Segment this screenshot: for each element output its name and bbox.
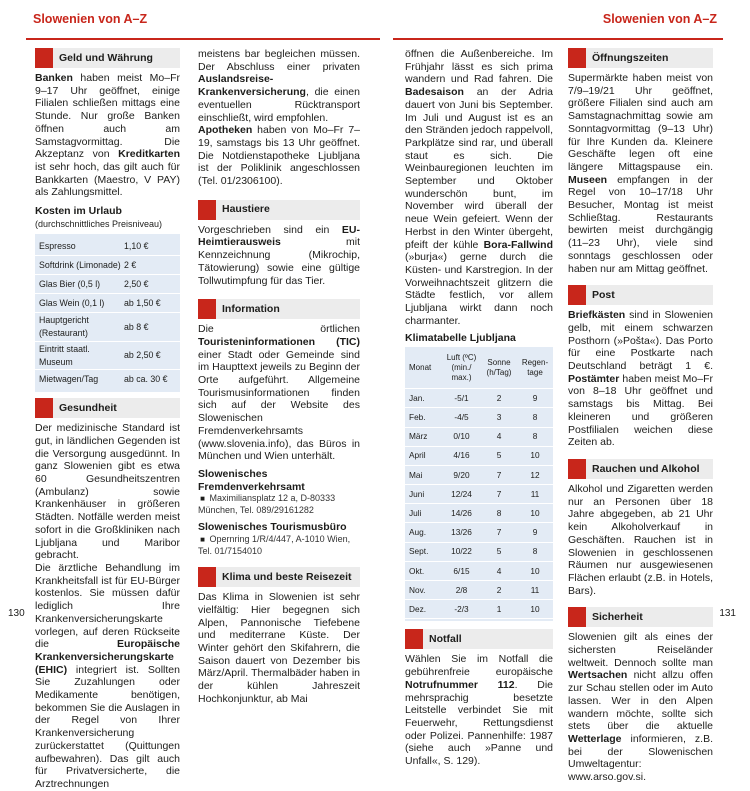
climate-row	[405, 600, 553, 619]
climate-cell: Aug.	[409, 527, 427, 538]
section-heading-information	[198, 299, 360, 319]
climate-cell: 11	[530, 584, 540, 595]
climate-row	[405, 408, 553, 427]
section-title: Sicherheit	[592, 610, 643, 623]
section-title: Notfall	[429, 633, 462, 646]
climate-cell: 8	[532, 431, 538, 442]
section-heading-oeffnungszeiten	[568, 48, 713, 68]
climate-cell: Nov.	[409, 584, 426, 595]
paragraph-information: Die örtlichen Touristeninformationen (TIC) einer Stadt oder Gemeinde sind im Haupttext jeweils zu Beginn der Orte aufgeführt. Allgemeine Tourismusinformationen finden sich auf der Website des Slowenischen Fremdenverkehrsamts (www.slovenia.info), das Büros in München und Wien unterhält.	[198, 323, 360, 463]
climate-row	[405, 523, 553, 542]
climate-row	[405, 447, 553, 466]
climate-cell: 10/22	[451, 546, 472, 557]
climate-cell: 12	[530, 469, 540, 480]
climate-cell: 9/20	[453, 469, 470, 480]
heading-marker	[405, 629, 423, 649]
page-number-right: 131	[719, 608, 736, 619]
office-munich-address: ■ Maximiliansplatz 12 a, D-80333 München, Tel. 089/29161282	[198, 493, 336, 515]
paragraph-gesundheit-2: Die ärztliche Behandlung im Krankheitsfall ist für EU-Bürger kostenlos. Sie müssen dafür lediglich Ihre Krankenversicherungskarte vorlegen, auf deren Rückseite die Europäische Krankenversicherungskarte (EHIC) integriert ist. Sollten Sie Zuzahlungen oder Medikamente benötigen, bekommen Sie die Auslagen in der Regel von Ihrer Krankenversicherung zurückerstattet (Quittungen aufbewahren). Das gilt auch für Privatversicherte, die Arztrechnungen	[35, 561, 180, 790]
climate-cell: 2/8	[455, 584, 468, 595]
climate-cell: Juli	[409, 508, 422, 519]
climate-cell: 1	[496, 603, 502, 614]
section-title: Rauchen und Alkohol	[592, 462, 700, 475]
paragraph-klima-cont: öffnen die Außenbereiche. Im Frühjahr lässt es sich prima wandern und Rad fahren. Die Badesaison an der Adria dauert von Juni bis September. Im Juli und August ist es an den Stränden jedoch rappelvoll, Parkplätze sind rar, und überall staut es sich. Die Weinbauregionen leuchten im September und Oktober wunderschön bunt, im November wird überall der neue Wein gefeiert. Wenn der Herbst in den Winter übergeht, pfeift der kühle Bora-Fallwind (»burja«) gerne durch die Küsten- und Karstregion. In der Vorweihnachtszeit glitzern die Städte festlich, vor allem Ljubljana wirkt dann noch charmanter.	[405, 48, 553, 327]
paragraph-rauchen: Alkohol und Zigaretten werden nur an Personen über 18 Jahre abgegeben, ab 21 Uhr kein Alkoholverkauf in Geschäften. Rauchen ist in Slowenien in geschlossenen Räumen nur ausgewiesenen Flächen erlaubt (z.B. in Hotels, Bars).	[568, 482, 713, 597]
heading-marker	[568, 48, 586, 68]
climate-cell: 14/26	[451, 508, 472, 519]
climate-cell: 0/10	[453, 431, 470, 442]
section-title: Gesundheit	[59, 401, 117, 414]
climate-cell: 8	[532, 546, 538, 557]
climate-cell: 10	[530, 508, 540, 519]
cost-table	[35, 234, 180, 392]
section-title: Haustiere	[222, 203, 270, 216]
climate-cell: Jan.	[409, 392, 425, 403]
cost-row: Eintritt staatl. Museum ab 2,50 €	[35, 342, 180, 370]
heading-marker	[198, 299, 216, 319]
climate-row	[405, 485, 553, 504]
climate-cell: Feb.	[409, 412, 426, 423]
heading-marker	[568, 459, 586, 479]
pin-icon: ■	[200, 494, 205, 504]
climate-cell: 12/24	[451, 488, 472, 499]
paragraph-sicherheit: Slowenien gilt als eines der sichersten Reiseländer weltweit. Dennoch sollte man Wertsachen nicht allzu offen zur Schau stellen oder im Auto lassen. Wer in den Alpen wandern möchte, sollte sich stets über die aktuelle Wetterlage informieren, z.B. bei der Slowenischen Umweltagentur: www.arso.gov.si.	[568, 631, 713, 784]
section-heading-notfall	[405, 629, 553, 649]
paragraph-post: Briefkästen sind in Slowenien gelb, mit einem schwarzen Posthorn (»Pošta«). Das Porto für eine Postkarte nach Deutschland beträgt 1 €. Postämter haben meist Mo–Fr von 8–18 Uhr geöffnet und samstags bis Mittag. Bei kleineren und größeren Postfilialen weichen diese Zeiten ab.	[568, 309, 713, 449]
climate-cell: 5	[496, 450, 502, 461]
climate-cell: April	[409, 450, 426, 461]
climate-cell: 9	[532, 392, 538, 403]
climate-cell: 8	[532, 412, 538, 423]
climate-cell: 13/26	[451, 527, 472, 538]
cost-row: Mietwagen/Tag ab ca. 30 €	[39, 374, 168, 385]
climate-cell: 10	[530, 450, 540, 461]
column-1	[35, 48, 180, 791]
climate-cell: 2	[496, 392, 502, 403]
climate-cell: 5	[496, 546, 502, 557]
section-title: Information	[222, 302, 280, 315]
section-heading-geld	[35, 48, 180, 68]
column-4	[568, 48, 713, 784]
climate-cell: -2/3	[454, 603, 469, 614]
climate-row	[405, 562, 553, 581]
climate-cell: 8	[496, 508, 502, 519]
section-title: Klima und beste Reisezeit	[222, 570, 352, 583]
paragraph-klima: Das Klima in Slowenien ist sehr vielfältig: Hier begegnen sich Alpen, Pannonische Tiefebene und mediterrane Küste. Der Winter gehört den Skifahrern, die Saison dauert von Dezember bis März/April. Thermalbäder haben in der kühlen Jahreszeit Hochkonjunktur, ab Mai	[198, 591, 360, 705]
paragraph-geld: Banken haben meist Mo–Fr 9–17 Uhr geöffnet, einige Filialen schließen mittags eine Stunde. Nur große Banken öffnen auch am Samstagvormittag. Die Akzeptanz von Kreditkarten ist sehr hoch, das gilt auch für Bankkarten (Maestro, V PAY) als Zahlungsmittel.	[35, 72, 180, 199]
climate-cell: 7	[496, 527, 502, 538]
climate-row	[405, 504, 553, 523]
heading-marker	[35, 398, 53, 418]
section-heading-sicherheit	[568, 607, 713, 627]
paragraph-oeffnungszeiten: Supermärkte haben meist von 7/9–19/21 Uhr geöffnet, größere Filialen sind auch am Samstagnachmittag sowie am Sonntagvormittag (9–13 Uhr) für Ihre Kunden da. Kleinere Geschäfte legen oft eine längere Mittagspause ein. Museen empfangen in der Regel von 10–17/18 Uhr Besucher, Montag ist meist Schließtag. Restaurants bewirten meist durchgängig (11–23 Uhr), viele sind sonntags geschlossen oder haben nur am Mittag geöffnet.	[568, 72, 713, 275]
climate-cell: 2	[496, 584, 502, 595]
climate-cell: 9	[532, 527, 538, 538]
climate-row	[405, 581, 553, 600]
climate-cell: 7	[496, 469, 502, 480]
cost-row: Glas Bier (0,5 l) 2,50 €	[35, 275, 180, 294]
section-heading-gesundheit	[35, 398, 180, 418]
page-number-left: 130	[8, 608, 25, 619]
cost-row: Softdrink (Limonade) 2 €	[35, 256, 180, 275]
paragraph-notfall: Wählen Sie im Notfall die gebührenfreie europäische Notrufnummer 112. Die mehrsprachig besetzte Leitstelle verbindet Sie mit Feuerwehr, Rettungsdienst oder Polizei. Pannenhilfe: 1987 (siehe auch »Panne und Unfall«, S. 129).	[405, 653, 553, 768]
heading-marker	[198, 200, 216, 220]
paragraph-versicherung: meistens bar begleichen müssen. Der Abschluss einer privaten Auslandsreise-Krankenversicherung, die einen eventuellen Rücktransport einschließt, wird empfohlen.	[198, 48, 360, 124]
cost-row: Hauptgericht (Restaurant) ab 8 €	[35, 313, 180, 341]
climate-row	[405, 543, 553, 562]
header-rule-left	[26, 38, 380, 40]
climate-cell: Sept.	[409, 546, 429, 557]
climate-cell: 7	[496, 488, 502, 499]
climate-cell: -4/5	[454, 412, 469, 423]
section-heading-haustiere	[198, 200, 360, 220]
heading-marker	[568, 607, 586, 627]
climate-cell: 4	[496, 565, 502, 576]
climate-table-body	[405, 389, 553, 619]
cost-row: Espresso 1,10 €	[35, 237, 180, 256]
column-3	[405, 48, 553, 768]
climate-cell: 4	[496, 431, 502, 442]
column-2	[198, 48, 360, 705]
section-heading-klima	[198, 567, 360, 587]
climate-cell: März	[409, 431, 428, 442]
running-header-left: Slowenien von A–Z	[33, 12, 148, 26]
section-title: Post	[592, 288, 615, 301]
climate-row	[405, 428, 553, 447]
section-title: Öffnungszeiten	[592, 51, 669, 64]
climate-cell: 3	[496, 412, 502, 423]
paragraph-haustiere: Vorgeschrieben sind ein EU-Heimtierausweis mit Kennzeichnung (Mikrochip, Tätowierung) sowie eine gültige Tollwutimpfung für das Tier.	[198, 223, 360, 287]
climate-cell: Okt.	[409, 565, 425, 576]
heading-marker	[198, 567, 216, 587]
climate-row	[405, 466, 553, 485]
climate-table-header: Monat Luft (ºC) (min./ max.) Sonne (h/Tag) Regen-tage	[405, 347, 553, 389]
climate-row	[405, 389, 553, 408]
cost-row: Glas Wein (0,1 l) ab 1,50 €	[35, 294, 180, 313]
cost-box-title: Kosten im Urlaub	[35, 205, 122, 218]
paragraph-apotheken: Apotheken haben von Mo–Fr 7–19, samstags bis 13 Uhr geöffnet. Die Notdienstapotheke Ljubljana ist der Poliklinik angeschlossen (Tel. 01/2306100).	[198, 124, 360, 188]
climate-cell: -5/1	[454, 392, 469, 403]
header-rule-right	[393, 38, 723, 40]
climate-cell: Mai	[409, 469, 423, 480]
heading-marker	[35, 48, 53, 68]
office-vienna-name: Slowenisches Tourismusbüro	[198, 521, 347, 534]
climate-cell: Juni	[409, 488, 425, 499]
climate-cell: 11	[530, 488, 540, 499]
climate-cell: Dez.	[409, 603, 427, 614]
paragraph-gesundheit: Der medizinische Standard ist gut, in ländlichen Gegenden ist die Versorgung ausgedünnt. In ganz Slowenien gibt es etwa 60 Gesundheitszentren (Ambulanz) sowie Krankenhäuser in größeren Städten. Notfälle werden meist sofort in die Großkliniken nach Ljubljana und Maribor gebracht.	[35, 422, 180, 562]
pin-icon: ■	[200, 535, 205, 545]
climate-cell: 10	[530, 565, 540, 576]
climate-table-title: Klimatabelle Ljubljana	[405, 332, 516, 345]
section-title: Geld und Währung	[59, 51, 153, 64]
climate-cell: 10	[530, 603, 540, 614]
office-munich-name: Slowenisches Fremdenverkehrsamt	[198, 467, 305, 493]
cost-box-subtitle: (durchschnittliches Preisniveau)	[35, 218, 163, 229]
section-heading-rauchen	[568, 459, 713, 479]
section-heading-post	[568, 285, 713, 305]
climate-cell: 6/15	[453, 565, 470, 576]
climate-table	[405, 347, 553, 621]
running-header-right: Slowenien von A–Z	[602, 12, 717, 26]
office-vienna-address: ■ Opernring 1/R/4/447, A-1010 Wien, Tel. 01/7154010	[198, 534, 351, 556]
heading-marker	[568, 285, 586, 305]
climate-cell: 4/16	[453, 450, 470, 461]
